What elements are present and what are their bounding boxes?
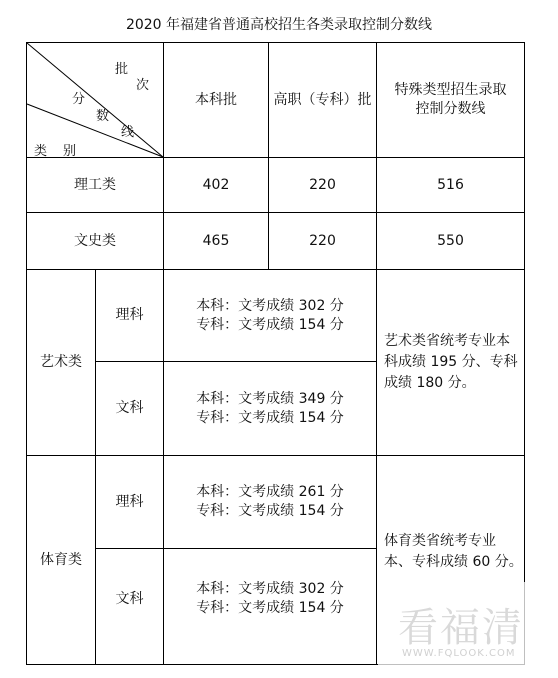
row-ligong-special: 516 bbox=[437, 176, 464, 193]
art-note-line1: 艺术类省统考专业本 bbox=[384, 333, 510, 349]
header-special-line2: 控制分数线 bbox=[415, 101, 486, 117]
sport-wenke-benke: 本科：文考成绩 302 分 bbox=[196, 581, 344, 597]
watermark-logo: 看福清 bbox=[398, 605, 524, 651]
corner-label-xian: 线 bbox=[121, 125, 135, 140]
art-like-zhuanke: 专科：文考成绩 154 分 bbox=[196, 316, 344, 333]
art-like-benke: 本科：文考成绩 302 分 bbox=[196, 297, 344, 314]
sport-note-line1: 体育类省统考专业 bbox=[384, 533, 496, 549]
sport-wenke-label: 文科 bbox=[115, 590, 144, 607]
art-note-line2: 科成绩 195 分、专科 bbox=[384, 354, 518, 370]
sport-wenke-scores bbox=[164, 549, 376, 649]
sport-note-line2: 本、专科成绩 60 分。 bbox=[384, 554, 523, 570]
row-wenshi-benke: 465 bbox=[202, 232, 230, 249]
art-wenke-benke: 本科：文考成绩 349 分 bbox=[196, 390, 344, 407]
corner-label-ci: 次 bbox=[136, 78, 150, 93]
art-label: 艺术类 bbox=[40, 354, 82, 370]
header-benke: 本科批 bbox=[195, 91, 237, 108]
header-special bbox=[377, 43, 524, 157]
page-title: 2020 年福建省普通高校招生各类录取控制分数线 bbox=[125, 17, 433, 33]
row-wenshi-label: 文史类 bbox=[74, 232, 116, 249]
watermark-url: WWW.FQLOOK.COM bbox=[402, 648, 516, 659]
row-ligong-gaozhi: 220 bbox=[309, 176, 336, 193]
corner-label-shu: 数 bbox=[96, 109, 110, 124]
art-like-scores bbox=[164, 270, 376, 361]
sport-like-zhuanke: 专科：文考成绩 154 分 bbox=[196, 503, 344, 519]
corner-label-pi: 批 bbox=[115, 62, 129, 77]
header-special-line1: 特殊类型招生录取 bbox=[394, 82, 507, 98]
corner-label-fen: 分 bbox=[72, 92, 86, 107]
corner-label-lei: 类 bbox=[34, 144, 48, 159]
sport-label: 体育类 bbox=[40, 551, 82, 568]
art-wenke-zhuanke: 专科：文考成绩 154 分 bbox=[196, 409, 344, 426]
art-wenke-label: 文科 bbox=[115, 400, 144, 416]
art-like-label: 理科 bbox=[115, 307, 144, 323]
row-ligong-label: 理工类 bbox=[74, 176, 116, 193]
sport-like-label: 理科 bbox=[115, 493, 144, 510]
corner-label-bie: 别 bbox=[63, 144, 77, 159]
sport-wenke-zhuanke: 专科：文考成绩 154 分 bbox=[196, 600, 344, 616]
sport-like-benke: 本科：文考成绩 261 分 bbox=[196, 484, 344, 500]
art-note bbox=[384, 270, 524, 455]
art-wenke-scores bbox=[164, 362, 376, 455]
row-wenshi-special: 550 bbox=[437, 232, 464, 249]
row-ligong-benke: 402 bbox=[202, 176, 230, 193]
sport-like-scores bbox=[164, 456, 376, 548]
art-note-line3: 成绩 180 分。 bbox=[384, 375, 476, 391]
row-wenshi-gaozhi: 220 bbox=[309, 232, 336, 249]
header-gaozhi: 高职（专科）批 bbox=[273, 91, 372, 108]
